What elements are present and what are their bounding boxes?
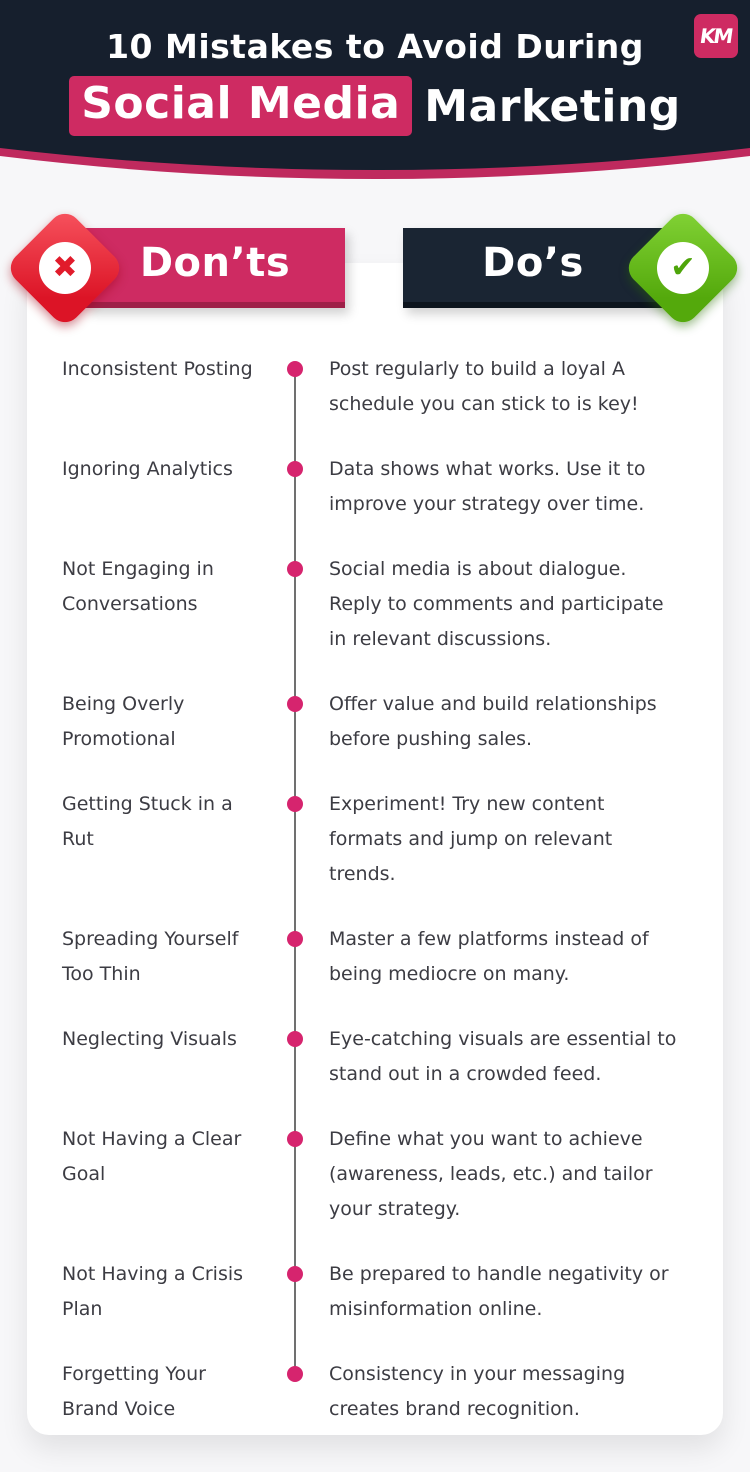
do-text: Post regularly to build a loyal A schedule you can stick to is key! bbox=[329, 358, 639, 415]
timeline-dot bbox=[287, 1131, 303, 1147]
header-content bbox=[0, 0, 750, 136]
title-rest: Marketing bbox=[424, 80, 681, 132]
timeline-column bbox=[278, 1122, 312, 1227]
timeline-dot bbox=[287, 561, 303, 577]
timeline-dot bbox=[287, 1031, 303, 1047]
do-text: Social media is about dialogue. Reply to comments and participate in relevant discussions. bbox=[329, 558, 664, 650]
do-text: Eye-catching visuals are essential to stand out in a crowded feed. bbox=[329, 1028, 677, 1085]
do-text: Experiment! Try new content formats and jump on relevant trends. bbox=[329, 793, 613, 885]
check-icon: ✔ bbox=[670, 250, 696, 285]
dont-text: Not Having a Clear Goal bbox=[62, 1128, 242, 1185]
banner-row bbox=[0, 228, 750, 308]
do-text: Be prepared to handle negativity or misinformation online. bbox=[329, 1263, 669, 1320]
timeline-column bbox=[278, 922, 312, 992]
timeline-dot bbox=[287, 1266, 303, 1282]
timeline-column bbox=[278, 352, 312, 422]
timeline-column bbox=[278, 787, 312, 892]
comparison-row bbox=[62, 1357, 702, 1427]
cross-badge-circle bbox=[39, 242, 91, 294]
do-text: Consistency in your messaging creates brand recognition. bbox=[329, 1363, 626, 1420]
timeline-dot bbox=[287, 931, 303, 947]
do-text: Data shows what works. Use it to improve your strategy over time. bbox=[329, 458, 646, 515]
page-title-line2 bbox=[69, 76, 681, 136]
cross-icon: ✖ bbox=[52, 250, 78, 285]
rows bbox=[62, 352, 702, 1427]
dos-banner bbox=[403, 228, 663, 308]
timeline-dot bbox=[287, 696, 303, 712]
donts-banner bbox=[85, 228, 345, 308]
brand-logo bbox=[694, 14, 738, 58]
title-highlight: Social Media bbox=[69, 76, 412, 136]
timeline-column bbox=[278, 1357, 312, 1427]
page-title-line1: 10 Mistakes to Avoid During bbox=[106, 27, 644, 66]
dos-banner-label: Do’s bbox=[482, 240, 584, 286]
check-badge-circle bbox=[657, 242, 709, 294]
do-text: Offer value and build relationships before pushing sales. bbox=[329, 693, 657, 750]
brand-logo-monogram: KM bbox=[698, 24, 734, 48]
dont-text: Being Overly Promotional bbox=[62, 693, 185, 750]
dont-text: Not Engaging in Conversations bbox=[62, 558, 214, 615]
timeline-dot bbox=[287, 1366, 303, 1382]
timeline-dot bbox=[287, 361, 303, 377]
comparison-row bbox=[62, 922, 702, 992]
dont-text: Forgetting Your Brand Voice bbox=[62, 1363, 206, 1420]
timeline-dot bbox=[287, 461, 303, 477]
do-text: Define what you want to achieve (awareness, leads, etc.) and tailor your strategy. bbox=[329, 1128, 653, 1220]
comparison-row bbox=[62, 452, 702, 522]
timeline-dot bbox=[287, 796, 303, 812]
header bbox=[0, 0, 750, 200]
timeline-column bbox=[278, 1022, 312, 1092]
timeline-column bbox=[278, 552, 312, 657]
comparison-row bbox=[62, 352, 702, 422]
comparison-row bbox=[62, 787, 702, 892]
timeline-column bbox=[278, 687, 312, 757]
donts-banner-label: Don’ts bbox=[139, 240, 291, 286]
comparison-row bbox=[62, 1257, 702, 1327]
comparison-row bbox=[62, 1022, 702, 1092]
timeline-column bbox=[278, 452, 312, 522]
comparison-row bbox=[62, 687, 702, 757]
dont-text: Spreading Yourself Too Thin bbox=[62, 928, 239, 985]
dont-text: Not Having a Crisis Plan bbox=[62, 1263, 244, 1320]
timeline-column bbox=[278, 1257, 312, 1327]
dont-text: Neglecting Visuals bbox=[62, 1028, 237, 1050]
comparison-row bbox=[62, 1122, 702, 1227]
dont-text: Inconsistent Posting bbox=[62, 358, 253, 380]
dont-text: Getting Stuck in a Rut bbox=[62, 793, 233, 850]
dont-text: Ignoring Analytics bbox=[62, 458, 233, 480]
comparison-row bbox=[62, 552, 702, 657]
do-text: Master a few platforms instead of being mediocre on many. bbox=[329, 928, 649, 985]
